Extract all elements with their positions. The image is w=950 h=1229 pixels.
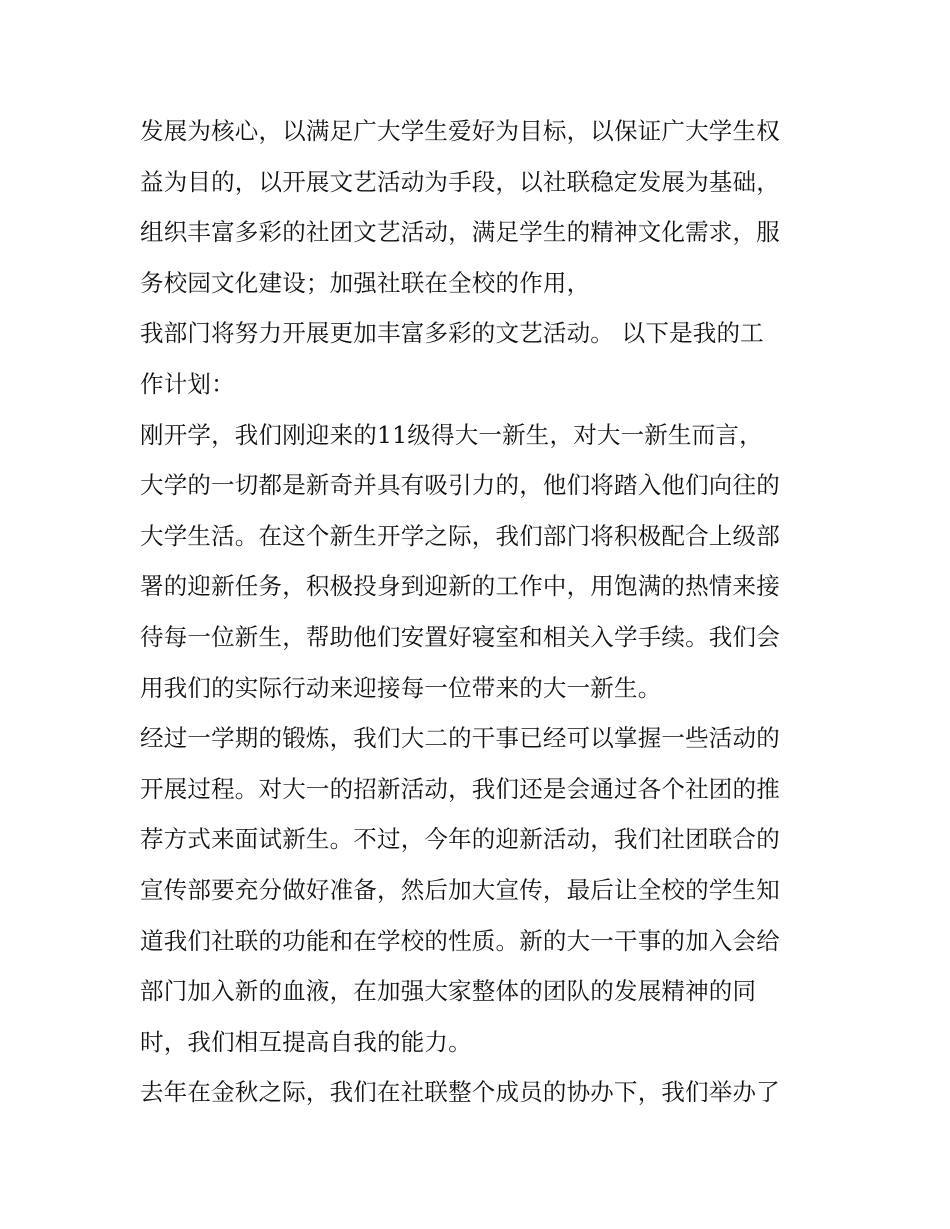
text-line: 我部门将努力开展更加丰富多彩的文艺活动。 以下是我的工 xyxy=(140,319,764,348)
text-line: 荐方式来面试新生。不过，今年的迎新活动，我们社团联合的 xyxy=(140,825,780,854)
text-line: 时，我们相互提高自我的能力。 xyxy=(140,1027,472,1056)
text-line: 经过一学期的锻炼，我们大二的干事已经可以掌握一些活动的 xyxy=(140,724,780,753)
text-line: 去年在金秋之际，我们在社联整个成员的协办下，我们举办了 xyxy=(140,1078,780,1107)
text-line: 作计划： xyxy=(140,369,235,398)
text-line: 益为目的，以开展文艺活动为手段，以社联稳定发展为基础， xyxy=(140,167,780,196)
text-line: 发展为核心，以满足广大学生爱好为目标，以保证广大学生权 xyxy=(140,117,780,145)
text-line: 待每一位新生，帮助他们安置好寝室和相关入学手续。我们会 xyxy=(140,622,780,651)
text-line: 组织丰富多彩的社团文艺活动，满足学生的精神文化需求，服 xyxy=(140,218,780,247)
text-line: 务校园文化建设；加强社联在全校的作用， xyxy=(140,268,591,297)
text-line: 道我们社联的功能和在学校的性质。新的大一干事的加入会给 xyxy=(140,926,780,955)
text-line: 大学的一切都是新奇并具有吸引力的，他们将踏入他们向往的 xyxy=(140,471,780,500)
text-line: 刚开学，我们刚迎来的11级得大一新生，对大一新生而言， xyxy=(140,420,763,449)
text-line: 宣传部要充分做好准备，然后加大宣传，最后让全校的学生知 xyxy=(140,875,780,904)
text-line: 用我们的实际行动来迎接每一位带来的大一新生。 xyxy=(140,673,662,702)
text-line: 署的迎新任务，积极投身到迎新的工作中，用饱满的热情来接 xyxy=(140,572,780,601)
text-line: 开展过程。对大一的招新活动，我们还是会通过各个社团的推 xyxy=(140,774,780,803)
text-line: 大学生活。在这个新生开学之际，我们部门将积极配合上级部 xyxy=(140,521,780,550)
text-line: 部门加入新的血液，在加强大家整体的团队的发展精神的同 xyxy=(140,977,757,1006)
body-text xyxy=(140,106,820,1118)
